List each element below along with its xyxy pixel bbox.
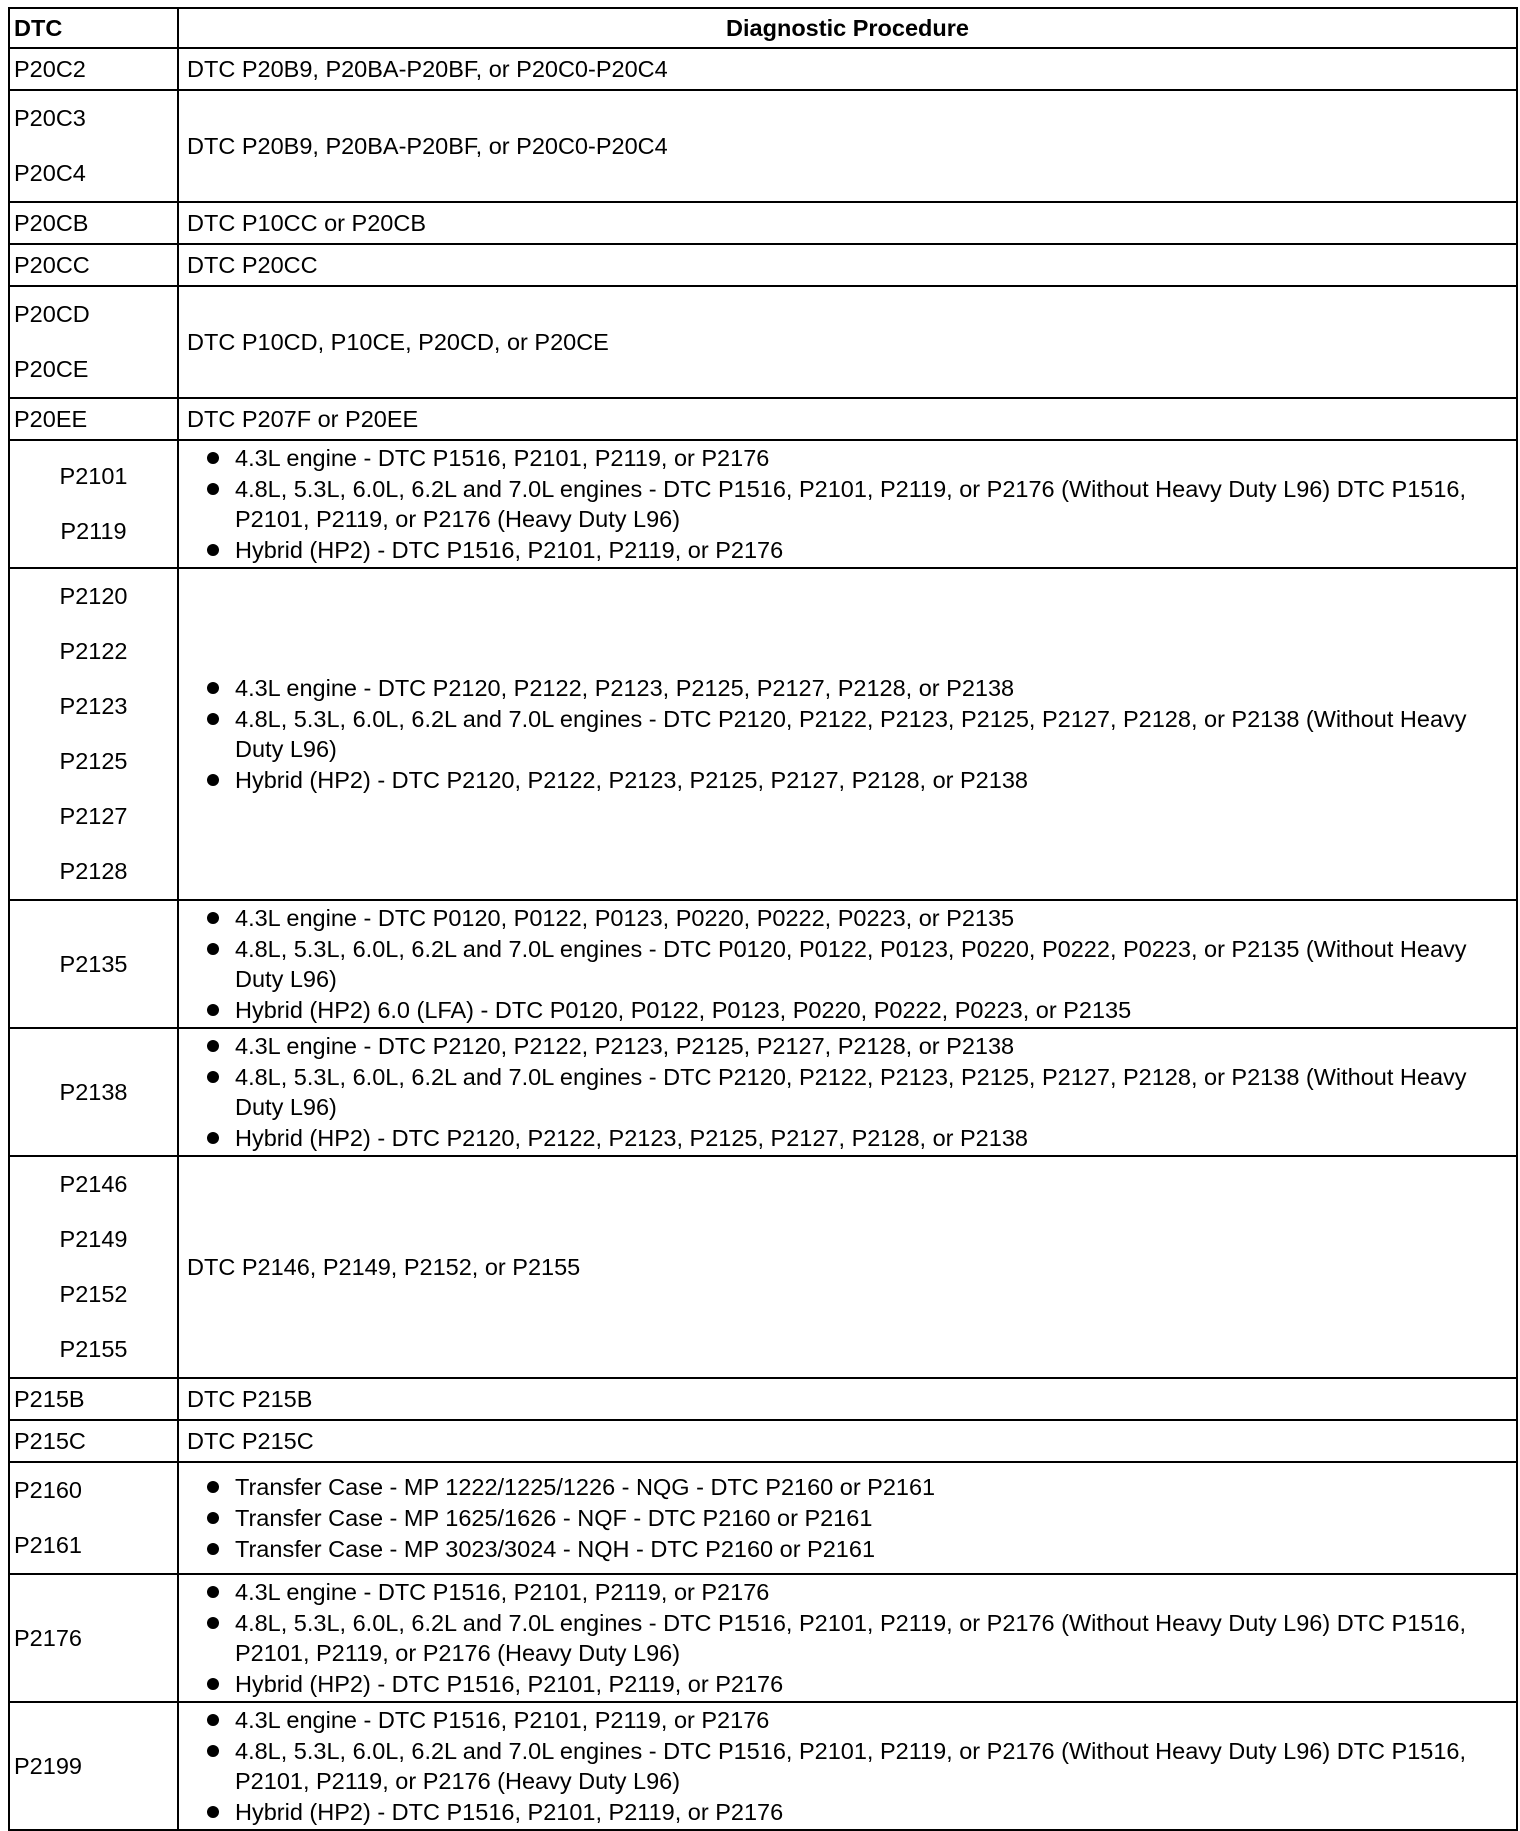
table-row (9, 440, 1517, 568)
procedure-list (187, 443, 1508, 565)
table-row (9, 1702, 1517, 1830)
list-item: 4.3L engine - DTC P1516, P2101, P2119, or P2176 (187, 1705, 1508, 1735)
dtc-cell (9, 398, 178, 440)
dtc-cell (9, 244, 178, 286)
dtc-cell (9, 1462, 178, 1574)
dtc-cell (9, 202, 178, 244)
procedure-text: DTC P10CC or P20CB (187, 210, 426, 236)
dtc-code: P2161 (14, 1532, 82, 1558)
dtc-code: P20CB (14, 210, 89, 236)
procedure-cell (178, 286, 1517, 398)
procedure-text: DTC P215B (187, 1386, 313, 1412)
dtc-code: P215C (14, 1428, 86, 1454)
dtc-code: P2155 (59, 1336, 128, 1362)
dtc-cell (9, 1156, 178, 1378)
procedure-list (187, 1705, 1508, 1827)
dtc-cell (9, 1420, 178, 1462)
list-item: Transfer Case - MP 3023/3024 - NQH - DTC P2160 or P2161 (187, 1534, 1508, 1564)
dtc-code: P2119 (60, 518, 127, 544)
table-row (9, 48, 1517, 90)
list-item: Hybrid (HP2) - DTC P2120, P2122, P2123, P2125, P2127, P2128, or P2138 (187, 1123, 1508, 1153)
header-diagnostic-procedure: Diagnostic Procedure (178, 8, 1517, 48)
table-row (9, 244, 1517, 286)
procedure-list (187, 903, 1508, 1025)
table-row (9, 1028, 1517, 1156)
procedure-cell (178, 1574, 1517, 1702)
procedure-text: DTC P20B9, P20BA-P20BF, or P20C0-P20C4 (187, 56, 668, 82)
dtc-code: P2123 (59, 693, 128, 719)
procedure-text: DTC P215C (187, 1428, 314, 1454)
list-item: Hybrid (HP2) - DTC P1516, P2101, P2119, or P2176 (187, 535, 1508, 565)
dtc-cell (9, 440, 178, 568)
procedure-cell (178, 398, 1517, 440)
list-item: Transfer Case - MP 1625/1626 - NQF - DTC P2160 or P2161 (187, 1503, 1508, 1533)
dtc-code: P2125 (59, 748, 128, 774)
procedure-text: DTC P20CC (187, 252, 318, 278)
table-row (9, 1462, 1517, 1574)
dtc-code: P2135 (59, 951, 128, 977)
table-row (9, 398, 1517, 440)
procedure-list (187, 1577, 1508, 1699)
dtc-cell (9, 90, 178, 202)
dtc-cell (9, 1702, 178, 1830)
list-item: 4.8L, 5.3L, 6.0L, 6.2L and 7.0L engines - DTC P1516, P2101, P2119, or P2176 (Without Heavy Duty L96) DTC P1516, P2101, P2119, or P2176 (Heavy Duty L96) (187, 1736, 1508, 1796)
table-row (9, 1420, 1517, 1462)
dtc-code: P20CC (14, 252, 90, 278)
procedure-cell (178, 244, 1517, 286)
list-item: Hybrid (HP2) 6.0 (LFA) - DTC P0120, P0122, P0123, P0220, P0222, P0223, or P2135 (187, 995, 1508, 1025)
table-row (9, 286, 1517, 398)
dtc-cell (9, 1028, 178, 1156)
procedure-cell (178, 1462, 1517, 1574)
dtc-code: P2138 (59, 1079, 128, 1105)
procedure-cell (178, 1156, 1517, 1378)
list-item: 4.8L, 5.3L, 6.0L, 6.2L and 7.0L engines - DTC P2120, P2122, P2123, P2125, P2127, P2128, or P2138 (Without Heavy Duty L96) (187, 1062, 1508, 1122)
list-item: 4.8L, 5.3L, 6.0L, 6.2L and 7.0L engines - DTC P1516, P2101, P2119, or P2176 (Without Heavy Duty L96) DTC P1516, P2101, P2119, or P2176 (Heavy Duty L96) (187, 474, 1508, 534)
procedure-cell (178, 1702, 1517, 1830)
list-item: 4.3L engine - DTC P2120, P2122, P2123, P2125, P2127, P2128, or P2138 (187, 673, 1508, 703)
dtc-code: P2199 (14, 1753, 82, 1779)
procedure-text: DTC P20B9, P20BA-P20BF, or P20C0-P20C4 (187, 133, 668, 159)
dtc-cell (9, 568, 178, 900)
dtc-code: P2127 (59, 803, 128, 829)
dtc-code: P2160 (14, 1477, 82, 1503)
dtc-code: P2146 (59, 1171, 128, 1197)
procedure-text: DTC P10CD, P10CE, P20CD, or P20CE (187, 329, 609, 355)
list-item: Hybrid (HP2) - DTC P2120, P2122, P2123, P2125, P2127, P2128, or P2138 (187, 765, 1508, 795)
procedure-cell (178, 202, 1517, 244)
list-item: 4.3L engine - DTC P1516, P2101, P2119, or P2176 (187, 443, 1508, 473)
dtc-code: P2176 (14, 1625, 82, 1651)
procedure-text: DTC P207F or P20EE (187, 406, 419, 432)
dtc-code: P215B (14, 1386, 85, 1412)
table-row (9, 568, 1517, 900)
dtc-code: P20CD (14, 301, 90, 327)
procedure-cell (178, 1028, 1517, 1156)
dtc-code: P20C4 (14, 160, 86, 186)
list-item: 4.3L engine - DTC P0120, P0122, P0123, P0220, P0222, P0223, or P2135 (187, 903, 1508, 933)
list-item: 4.8L, 5.3L, 6.0L, 6.2L and 7.0L engines - DTC P1516, P2101, P2119, or P2176 (Without Heavy Duty L96) DTC P1516, P2101, P2119, or P2176 (Heavy Duty L96) (187, 1608, 1508, 1668)
list-item: Hybrid (HP2) - DTC P1516, P2101, P2119, or P2176 (187, 1797, 1508, 1827)
dtc-cell (9, 1574, 178, 1702)
procedure-list (187, 1472, 1508, 1564)
procedure-cell (178, 48, 1517, 90)
list-item: Hybrid (HP2) - DTC P1516, P2101, P2119, or P2176 (187, 1669, 1508, 1699)
procedure-text: DTC P2146, P2149, P2152, or P2155 (187, 1254, 581, 1280)
dtc-code: P2128 (59, 858, 128, 884)
dtc-code: P20C2 (14, 56, 86, 82)
dtc-code: P20EE (14, 406, 88, 432)
dtc-table (8, 7, 1518, 1831)
procedure-list (187, 1031, 1508, 1153)
table-row (9, 1378, 1517, 1420)
list-item: 4.8L, 5.3L, 6.0L, 6.2L and 7.0L engines - DTC P0120, P0122, P0123, P0220, P0222, P0223, or P2135 (Without Heavy Duty L96) (187, 934, 1508, 994)
procedure-cell (178, 568, 1517, 900)
table-row (9, 90, 1517, 202)
procedure-cell (178, 440, 1517, 568)
list-item: Transfer Case - MP 1222/1225/1226 - NQG - DTC P2160 or P2161 (187, 1472, 1508, 1502)
dtc-code: P2120 (59, 583, 128, 609)
dtc-code: P2152 (59, 1281, 128, 1307)
dtc-code: P2149 (59, 1226, 128, 1252)
dtc-code: P20CE (14, 356, 89, 382)
dtc-code: P2101 (59, 463, 128, 489)
dtc-cell (9, 286, 178, 398)
dtc-cell (9, 1378, 178, 1420)
table-row (9, 202, 1517, 244)
table-row (9, 1574, 1517, 1702)
dtc-code: P20C3 (14, 105, 86, 131)
procedure-cell (178, 1420, 1517, 1462)
procedure-list (187, 673, 1508, 795)
dtc-cell (9, 900, 178, 1028)
dtc-cell (9, 48, 178, 90)
dtc-code: P2122 (59, 638, 128, 664)
list-item: 4.3L engine - DTC P1516, P2101, P2119, or P2176 (187, 1577, 1508, 1607)
procedure-cell (178, 900, 1517, 1028)
list-item: 4.3L engine - DTC P2120, P2122, P2123, P2125, P2127, P2128, or P2138 (187, 1031, 1508, 1061)
table-row (9, 1156, 1517, 1378)
procedure-cell (178, 90, 1517, 202)
list-item: 4.8L, 5.3L, 6.0L, 6.2L and 7.0L engines - DTC P2120, P2122, P2123, P2125, P2127, P2128, or P2138 (Without Heavy Duty L96) (187, 704, 1508, 764)
table-row (9, 900, 1517, 1028)
procedure-cell (178, 1378, 1517, 1420)
header-dtc: DTC (9, 8, 178, 48)
table-header-row (9, 8, 1517, 48)
